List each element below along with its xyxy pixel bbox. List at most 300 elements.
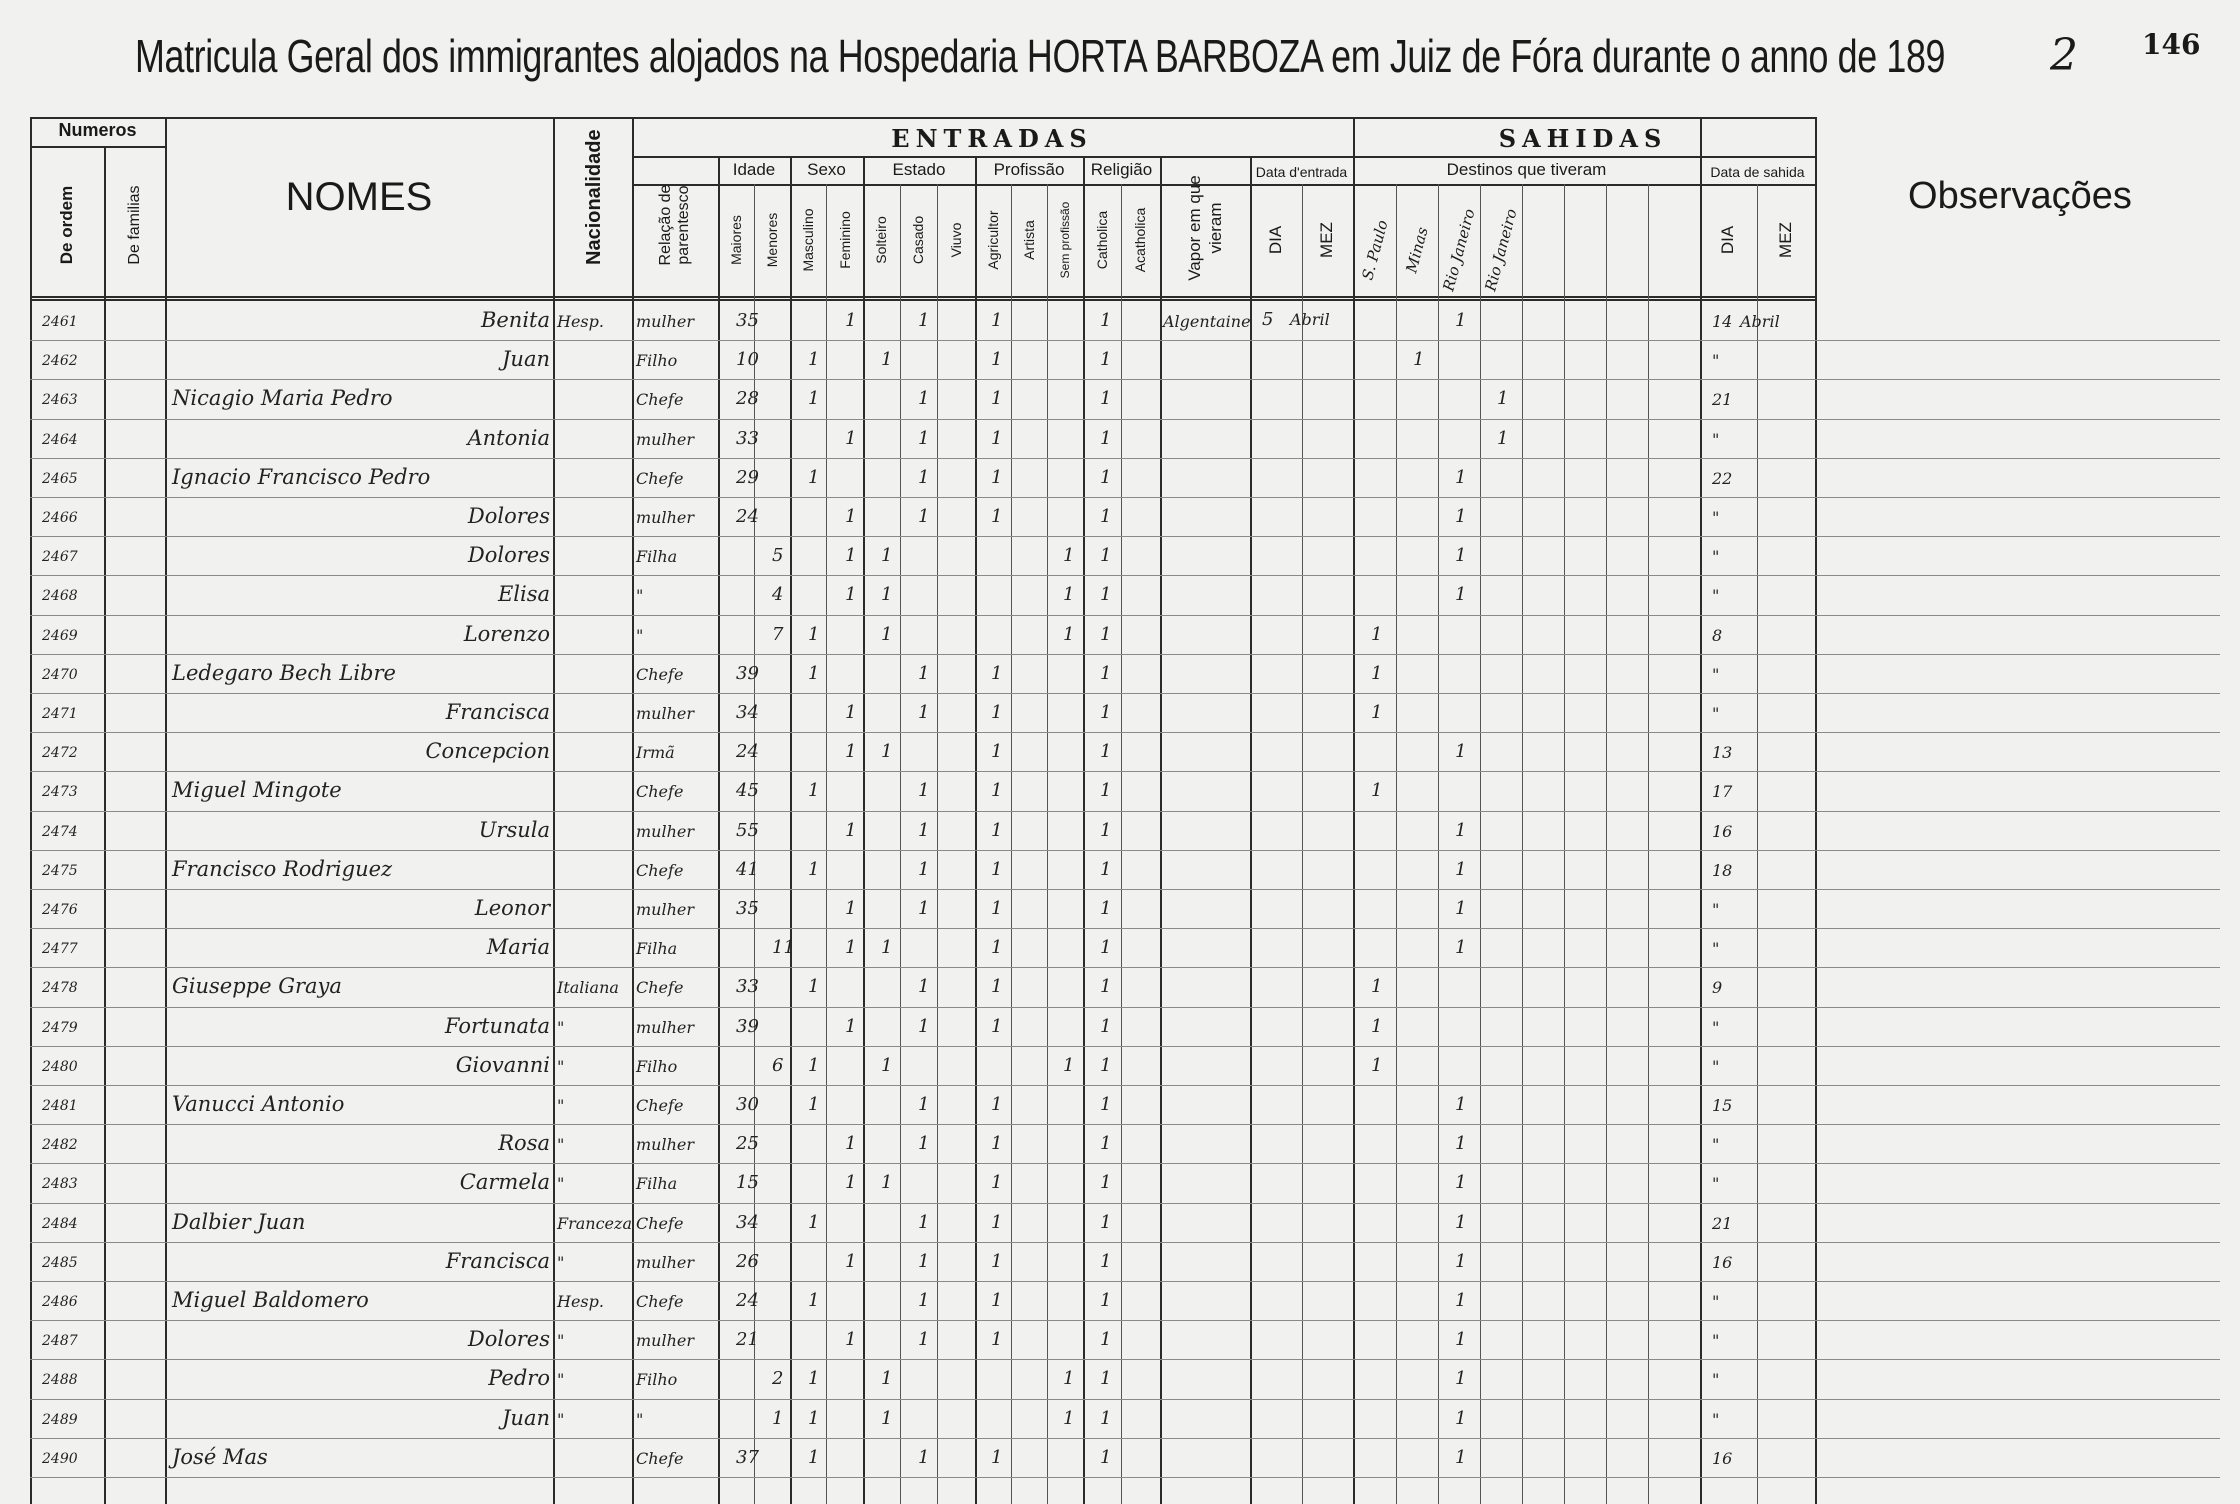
row-maior: 26 — [736, 1250, 759, 1272]
row-destino-mark: 1 — [1413, 349, 1425, 371]
row-destino-mark: 1 — [1455, 1133, 1467, 1155]
row-destino-mark: 1 — [1455, 1172, 1467, 1194]
row-cat: 1 — [1100, 623, 1112, 645]
row-nome: Nicagio Maria Pedro — [172, 386, 393, 411]
row-solt: 1 — [881, 623, 893, 645]
header-catholica: Catholica — [1094, 210, 1110, 270]
row-nome: Vanucci Antonio — [172, 1092, 345, 1116]
row-cas: 1 — [918, 310, 930, 331]
row-dia-sahida: " — [1712, 1056, 1720, 1076]
row-dia-sahida: " — [1712, 704, 1720, 723]
row-relacao: Chefe — [636, 390, 684, 410]
row-cat: 1 — [1100, 506, 1112, 527]
row-dia-sahida: " — [1712, 1292, 1720, 1311]
row-sem: 1 — [1063, 1368, 1075, 1390]
row-maior: 24 — [736, 741, 759, 763]
row-cas: 1 — [918, 1446, 930, 1468]
row-cat: 1 — [1100, 545, 1112, 567]
row-cas: 1 — [918, 662, 930, 684]
row-destino-mark: 1 — [1455, 858, 1467, 880]
row-cas: 1 — [918, 780, 930, 802]
row-ordem: 2475 — [42, 862, 78, 879]
row-nome: Rosa — [498, 1131, 550, 1156]
row-ordem: 2482 — [42, 1137, 78, 1154]
header-de-ordem: De ordem — [57, 185, 76, 265]
row-sem: 1 — [1063, 545, 1075, 567]
row-cat: 1 — [1100, 349, 1112, 371]
row-agr: 1 — [991, 506, 1003, 527]
row-relacao: Filha — [636, 547, 678, 567]
row-sem: 1 — [1063, 1407, 1075, 1429]
row-fem: 1 — [845, 1329, 857, 1351]
row-nome: Dalbier Juan — [172, 1209, 306, 1234]
row-relacao: mulher — [636, 508, 695, 527]
row-destino-mark: 1 — [1371, 1015, 1383, 1037]
row-ordem: 2470 — [42, 666, 78, 683]
row-rule — [30, 889, 2220, 890]
header-dia-sahida: DIA — [1718, 225, 1737, 255]
row-nome: José Mas — [172, 1444, 268, 1469]
row-maior: 24 — [736, 506, 759, 527]
row-nacionalidade: Franceza — [557, 1213, 632, 1233]
row-rule — [30, 811, 2220, 812]
row-relacao: mulher — [636, 1017, 695, 1037]
row-maior: 35 — [736, 310, 759, 331]
row-dia-sahida: 9 — [1712, 978, 1723, 998]
row-maior: 15 — [736, 1172, 759, 1194]
row-rule — [30, 1124, 2220, 1125]
row-sem: 1 — [1063, 623, 1075, 645]
row-dia-sahida: 18 — [1712, 860, 1733, 880]
row-cat: 1 — [1100, 1290, 1112, 1311]
row-destino-mark: 1 — [1371, 623, 1383, 645]
row-ordem: 2488 — [42, 1372, 78, 1389]
header-idade: Idade — [732, 160, 776, 179]
row-destino-mark: 1 — [1371, 780, 1383, 802]
row-cat: 1 — [1100, 780, 1112, 802]
header-bottom-rule-2 — [30, 299, 1815, 301]
row-cat: 1 — [1100, 1172, 1112, 1194]
row-cat: 1 — [1100, 702, 1112, 723]
row-nome: Ignacio Francisco Pedro — [172, 464, 431, 489]
row-rule — [30, 1163, 2220, 1164]
row-agr: 1 — [991, 1329, 1003, 1351]
row-relacao: Filho — [636, 1370, 678, 1390]
header-sahidas: SAHIDAS — [1498, 124, 1668, 153]
row-nacionalidade: " — [557, 1331, 565, 1351]
row-relacao: Chefe — [636, 1213, 684, 1233]
row-solt: 1 — [881, 1172, 893, 1194]
row-dia-sahida: " — [1712, 1331, 1720, 1351]
destino-minas: Minas — [1402, 225, 1432, 275]
row-dia-sahida: " — [1712, 547, 1720, 567]
row-cat: 1 — [1100, 898, 1112, 919]
row-relacao: Chefe — [636, 1096, 684, 1115]
row-ordem: 2463 — [42, 392, 78, 409]
row-mez-entrada: Abril — [1290, 310, 1330, 329]
row-fem: 1 — [845, 545, 857, 567]
row-relacao: Chefe — [636, 1448, 684, 1468]
row-rule — [30, 458, 2220, 459]
row-rule — [30, 850, 2220, 851]
row-cas: 1 — [918, 702, 930, 723]
row-nome: Antonia — [467, 425, 550, 450]
row-relacao: mulher — [636, 1331, 695, 1351]
row-dia-sahida: " — [1712, 900, 1720, 919]
row-maior: 39 — [736, 662, 759, 684]
row-rule — [30, 340, 2220, 341]
row-menor: 7 — [772, 623, 784, 645]
row-agr: 1 — [991, 1250, 1003, 1272]
row-cat: 1 — [1100, 662, 1112, 684]
row-cat: 1 — [1100, 388, 1112, 410]
row-maior: 10 — [736, 349, 759, 371]
row-maior: 33 — [736, 976, 759, 998]
row-cas: 1 — [918, 819, 930, 841]
row-agr: 1 — [991, 1094, 1003, 1115]
row-destino-mark: 1 — [1455, 1290, 1467, 1311]
row-nome: Miguel Baldomero — [172, 1288, 369, 1312]
row-relacao: " — [636, 1409, 644, 1429]
row-menor: 4 — [772, 584, 784, 606]
row-masc: 1 — [808, 1368, 820, 1390]
row-ordem: 2472 — [42, 745, 78, 762]
row-nacionalidade: " — [557, 1174, 565, 1194]
header-nacionalidade: Nacionalidade — [583, 129, 605, 265]
row-cat: 1 — [1100, 1211, 1112, 1233]
row-agr: 1 — [991, 1446, 1003, 1468]
row-menor: 6 — [772, 1054, 784, 1076]
row-agr: 1 — [991, 819, 1003, 841]
row-relacao: mulher — [636, 429, 695, 449]
row-agr: 1 — [991, 898, 1003, 919]
header-agricultor: Agricultor — [985, 210, 1001, 270]
row-ordem: 2486 — [42, 1294, 78, 1310]
row-dia-sahida: " — [1712, 1174, 1720, 1194]
row-solt: 1 — [881, 1054, 893, 1076]
row-masc: 1 — [808, 1054, 820, 1076]
row-maior: 39 — [736, 1015, 759, 1037]
row-ordem: 2484 — [42, 1215, 78, 1232]
row-relacao: Chefe — [636, 1292, 684, 1311]
row-rule — [30, 928, 2220, 929]
row-rule — [30, 732, 2220, 733]
row-dia-sahida: 16 — [1712, 1448, 1733, 1468]
row-dia-sahida: 16 — [1712, 1252, 1733, 1272]
row-masc: 1 — [808, 1211, 820, 1233]
header-bottom-rule — [30, 296, 1815, 298]
header-data-entrada: Data d'entrada — [1255, 164, 1348, 180]
row-dia-sahida: " — [1712, 1370, 1720, 1390]
row-dia-sahida: 22 — [1712, 468, 1733, 488]
row-maior: 34 — [736, 1211, 759, 1233]
row-destino-mark: 1 — [1455, 819, 1467, 841]
row-destino-mark: 1 — [1371, 1054, 1383, 1076]
header-masculino: Masculino — [800, 208, 816, 272]
year-handwritten-digit: 2 — [2050, 30, 2078, 81]
row-solt: 1 — [881, 1407, 893, 1429]
row-dia-sahida: 8 — [1712, 625, 1723, 645]
header-solteiro: Solteiro — [873, 216, 889, 264]
row-destino-mark: 1 — [1497, 388, 1509, 410]
page-number: 146 — [2142, 28, 2201, 61]
header-menores: Menores — [764, 212, 780, 268]
header-mez-sahida: MEZ — [1776, 222, 1795, 258]
row-rule — [30, 1007, 2220, 1008]
header-nomes: NOMES — [285, 175, 433, 219]
row-agr: 1 — [991, 1015, 1003, 1037]
row-ordem: 2464 — [42, 431, 78, 448]
row-menor: 2 — [772, 1368, 784, 1390]
row-destino-mark: 1 — [1455, 584, 1467, 606]
row-cat: 1 — [1100, 937, 1112, 959]
row-solt: 1 — [881, 545, 893, 567]
row-agr: 1 — [991, 780, 1003, 802]
row-cat: 1 — [1100, 858, 1112, 880]
row-agr: 1 — [991, 310, 1003, 331]
row-maior: 24 — [736, 1290, 759, 1311]
row-nome: Francisco Rodriguez — [172, 856, 393, 881]
row-fem: 1 — [845, 506, 857, 527]
destino-rio-janeiro-1: Rio Janeiro — [1439, 206, 1479, 294]
row-cat: 1 — [1100, 1015, 1112, 1037]
header-feminino: Feminino — [837, 211, 853, 269]
row-relacao: Chefe — [636, 468, 684, 488]
row-dia-sahida: 21 — [1712, 1213, 1733, 1233]
header-viuvo: Viuvo — [948, 222, 964, 258]
row-cat: 1 — [1100, 819, 1112, 841]
row-agr: 1 — [991, 937, 1003, 959]
row-dia-sahida: " — [1712, 1017, 1720, 1037]
page-title: Matricula Geral dos immigrantes alojados na Hospedaria HORTA BARBOZA em Juiz de Fóra durante o anno de 189 — [135, 30, 1946, 82]
row-relacao: Filho — [636, 1056, 678, 1076]
row-relacao: mulher — [636, 900, 695, 919]
row-rule — [30, 536, 2220, 537]
row-maior: 55 — [736, 819, 759, 841]
row-rule — [30, 615, 2220, 616]
row-nome: Dolores — [467, 504, 550, 528]
row-nome: Fortunata — [444, 1013, 550, 1038]
row-fem: 1 — [845, 427, 857, 449]
row-cas: 1 — [918, 1133, 930, 1155]
row-rule — [30, 1242, 2220, 1243]
row-nacionalidade: Hesp. — [557, 312, 604, 331]
row-agr: 1 — [991, 349, 1003, 371]
row-cas: 1 — [918, 1329, 930, 1351]
row-destino-mark: 1 — [1455, 1368, 1467, 1390]
row-cat: 1 — [1100, 584, 1112, 606]
row-destino-mark: 1 — [1455, 937, 1467, 959]
row-dia-sahida: " — [1712, 1135, 1720, 1155]
row-fem: 1 — [845, 1250, 857, 1272]
row-maior: 21 — [736, 1329, 759, 1351]
row-agr: 1 — [991, 1290, 1003, 1311]
row-solt: 1 — [881, 937, 893, 959]
row-ordem: 2485 — [42, 1254, 78, 1271]
row-relacao: mulher — [636, 704, 695, 723]
row-destino-mark: 1 — [1371, 702, 1383, 723]
row-rule — [30, 1477, 2220, 1478]
row-nome: Juan — [502, 347, 550, 372]
row-destino-mark: 1 — [1371, 976, 1383, 998]
row-nome: Miguel Mingote — [172, 778, 342, 803]
header-numeros: Numeros — [58, 120, 137, 140]
row-maior: 35 — [736, 898, 759, 919]
row-maior: 34 — [736, 702, 759, 723]
row-cat: 1 — [1100, 1407, 1112, 1429]
row-dia-sahida: " — [1712, 429, 1720, 449]
row-cat: 1 — [1100, 1250, 1112, 1272]
row-nome: Carmela — [459, 1170, 550, 1195]
row-cas: 1 — [918, 976, 930, 998]
row-relacao: Chefe — [636, 782, 684, 802]
row-ordem: 2476 — [42, 902, 78, 918]
row-nacionalidade: " — [557, 1370, 565, 1390]
row-cas: 1 — [918, 388, 930, 410]
row-maior: 29 — [736, 466, 759, 488]
row-nome: Leonor — [474, 896, 550, 920]
row-masc: 1 — [808, 349, 820, 371]
row-rule — [30, 1281, 2220, 1282]
row-nome: Giuseppe Graya — [172, 974, 342, 999]
row-relacao: " — [636, 625, 644, 645]
row-cas: 1 — [918, 1250, 930, 1272]
row-dia-sahida: 16 — [1712, 821, 1733, 841]
row-nome: Francisca — [445, 1248, 550, 1273]
header-estado: Estado — [892, 160, 946, 179]
header-relacao: Relação de parentesco — [657, 184, 692, 266]
row-maior: 25 — [736, 1133, 759, 1155]
row-cas: 1 — [918, 1290, 930, 1311]
header-maiores: Maiores — [728, 215, 744, 265]
row-ordem: 2467 — [42, 549, 78, 566]
row-fem: 1 — [845, 310, 857, 331]
row-nome: Ledegaro Bech Libre — [172, 660, 396, 685]
row-nome: Pedro — [488, 1366, 550, 1391]
row-rule — [30, 1046, 2220, 1047]
row-agr: 1 — [991, 702, 1003, 723]
row-cas: 1 — [918, 466, 930, 488]
row-ordem: 2461 — [42, 314, 78, 330]
row-destino-mark: 1 — [1455, 1329, 1467, 1351]
row-rule — [30, 1203, 2220, 1204]
row-cat: 1 — [1100, 1133, 1112, 1155]
row-cat: 1 — [1100, 1094, 1112, 1115]
row-destino-mark: 1 — [1497, 427, 1509, 449]
row-nacionalidade: " — [557, 1096, 565, 1115]
row-nacionalidade: Italiana — [557, 978, 619, 998]
row-nome: Elisa — [497, 582, 550, 607]
row-agr: 1 — [991, 427, 1003, 449]
row-fem: 1 — [845, 898, 857, 919]
row-dia-sahida: " — [1712, 586, 1720, 606]
row-cat: 1 — [1100, 976, 1112, 998]
row-agr: 1 — [991, 1211, 1003, 1233]
row-cat: 1 — [1100, 1368, 1112, 1390]
row-dia-sahida: " — [1712, 939, 1720, 959]
row-destino-mark: 1 — [1455, 1211, 1467, 1233]
row-rule — [30, 693, 2220, 694]
row-nacionalidade: " — [557, 1252, 565, 1272]
row-ordem: 2489 — [42, 1411, 78, 1428]
row-nome: Juan — [502, 1405, 550, 1430]
row-rule — [30, 1085, 2220, 1086]
row-sem: 1 — [1063, 1054, 1075, 1076]
row-masc: 1 — [808, 662, 820, 684]
row-menor: 11 — [772, 937, 795, 959]
row-solt: 1 — [881, 1368, 893, 1390]
row-cat: 1 — [1100, 427, 1112, 449]
row-agr: 1 — [991, 1172, 1003, 1194]
row-agr: 1 — [991, 976, 1003, 998]
row-ordem: 2487 — [42, 1333, 78, 1350]
row-relacao: Chefe — [636, 860, 684, 880]
row-ordem: 2465 — [42, 470, 78, 487]
row-relacao: mulher — [636, 312, 695, 331]
row-relacao: Filha — [636, 1174, 678, 1194]
row-solt: 1 — [881, 741, 893, 763]
row-fem: 1 — [845, 584, 857, 606]
row-dia-sahida: 14 — [1712, 312, 1733, 331]
row-cat: 1 — [1100, 1329, 1112, 1351]
row-agr: 1 — [991, 466, 1003, 488]
row-relacao: mulher — [636, 1252, 695, 1272]
row-destino-mark: 1 — [1455, 1446, 1467, 1468]
row-ordem: 2478 — [42, 980, 78, 997]
row-rule — [30, 1320, 2220, 1321]
row-masc: 1 — [808, 466, 820, 488]
row-relacao: Chefe — [636, 978, 684, 998]
row-ordem: 2481 — [42, 1098, 78, 1114]
row-fem: 1 — [845, 937, 857, 959]
row-destino-mark: 1 — [1455, 898, 1467, 919]
row-cat: 1 — [1100, 310, 1112, 331]
row-destino-mark: 1 — [1455, 506, 1467, 527]
row-ordem: 2480 — [42, 1058, 78, 1075]
row-nome: Benita — [480, 308, 550, 332]
row-nome: Concepcion — [425, 739, 550, 764]
row-menor: 1 — [772, 1407, 784, 1429]
row-nacionalidade: " — [557, 1135, 565, 1155]
row-fem: 1 — [845, 819, 857, 841]
row-destino-mark: 1 — [1455, 1407, 1467, 1429]
row-cas: 1 — [918, 506, 930, 527]
header-religiao: Religião — [1090, 160, 1153, 179]
row-ordem: 2473 — [42, 784, 78, 801]
header-acatholica: Acatholica — [1132, 207, 1148, 273]
row-sem: 1 — [1063, 584, 1075, 606]
row-ordem: 2477 — [42, 941, 78, 958]
row-masc: 1 — [808, 623, 820, 645]
row-rule — [30, 1359, 2220, 1360]
row-ordem: 2474 — [42, 823, 78, 840]
row-fem: 1 — [845, 1133, 857, 1155]
row-vapor: Algentaine — [1163, 312, 1251, 331]
numeros-rule — [30, 146, 165, 148]
row-dia-sahida: 17 — [1712, 782, 1733, 802]
header-mez-entrada: MEZ — [1317, 222, 1336, 258]
row-ordem: 2490 — [42, 1450, 78, 1467]
row-solt: 1 — [881, 584, 893, 606]
row-destino-mark: 1 — [1371, 662, 1383, 684]
row-ordem: 2468 — [42, 588, 78, 605]
row-rule — [30, 1438, 2220, 1439]
row-destino-mark: 1 — [1455, 1094, 1467, 1115]
row-cat: 1 — [1100, 466, 1112, 488]
header-observacoes: Observações — [1908, 175, 2132, 217]
row-ordem: 2466 — [42, 510, 78, 526]
row-fem: 1 — [845, 741, 857, 763]
